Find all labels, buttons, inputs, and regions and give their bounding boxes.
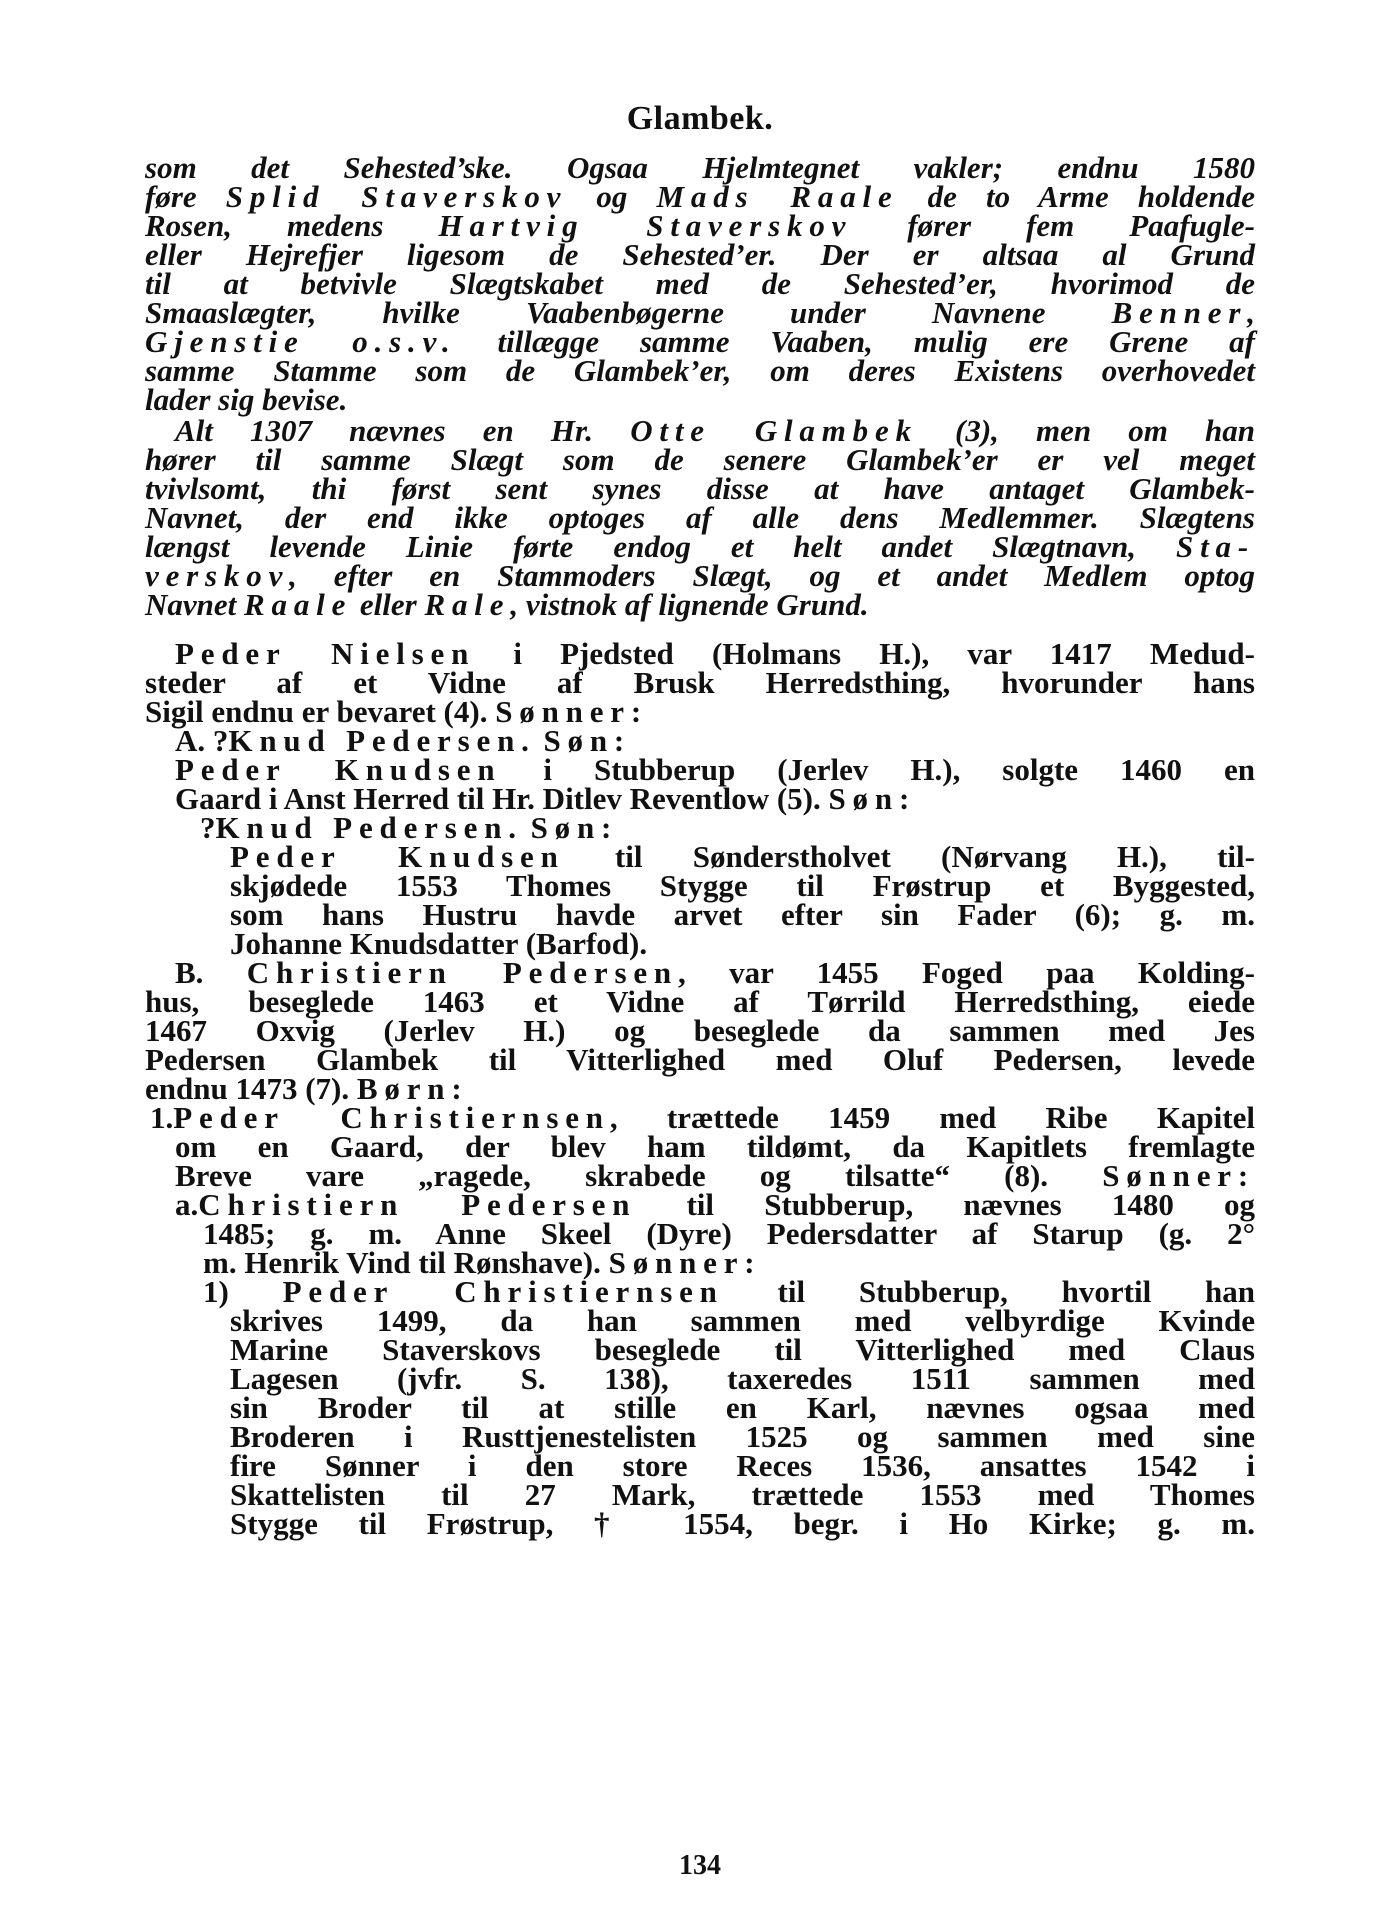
text-line: Peder Nielsen i Pjedsted (Holmans H.), var 1417 Medud- — [175, 636, 1255, 671]
text-line: Lagesen (jvfr. S. 138), taxeredes 1511 sammen med — [230, 1361, 1255, 1396]
spaced-name: Børn: — [356, 1071, 469, 1106]
text-line: Pedersen Glambek til Vitterlighed med Oluf Pedersen, levede — [145, 1042, 1255, 1077]
text-line: eller Hejrefjer ligesom de Sehested’er. Der er altsaa al Grund — [145, 237, 1255, 272]
spaced-name: Sta- — [1176, 529, 1255, 564]
spaced-name: verskov — [145, 558, 290, 593]
text-line: Sigil endnu er bevaret (4). Sønner: — [145, 694, 649, 729]
spaced-name: Søn: — [543, 723, 632, 758]
text-line: Gjenstie o.s.v. tillægge samme Vaaben, mulig ere Grene af — [145, 324, 1255, 359]
text-line: Broderen i Rusttjenestelisten 1525 og sammen med sine — [230, 1419, 1255, 1454]
spaced-name: Gjenstie o.s.v. — [145, 324, 457, 359]
spaced-name: Sønner: — [608, 1245, 762, 1280]
text-line: skjødede 1553 Thomes Stygge til Frøstrup et Byggested, — [230, 868, 1255, 903]
text-line: Smaaslægter, hvilke Vaabenbøgerne under Navnene Benner, — [145, 295, 1255, 330]
text-line: skrives 1499, da han sammen med velbyrdige Kvinde — [230, 1303, 1255, 1338]
text-line: Rosen, medens Hartvig Staverskov fører fem Paafugle- — [145, 208, 1255, 243]
spaced-name: Søn: — [530, 810, 619, 845]
text-line: Navnet Raale eller Rale, vistnok af lignende Grund. — [145, 587, 869, 622]
spaced-name: Søn: — [828, 781, 917, 816]
text-line: endnu 1473 (7). Børn: — [145, 1071, 469, 1106]
spaced-name: Peder Knudsen — [175, 752, 502, 787]
text-line: hus, beseglede 1463 et Vidne af Tørrild Herredsthing, eiede — [145, 984, 1255, 1019]
spaced-name: Christiern Pedersen — [198, 1187, 637, 1222]
spaced-name: Peder Christiernsen — [173, 1100, 610, 1135]
text-line: Marine Staverskovs beseglede til Vitterlighed med Claus — [230, 1332, 1255, 1367]
spaced-name: Rale — [424, 587, 511, 622]
text-line: 1485; g. m. Anne Skeel (Dyre) Pedersdatter af Starup (g. 2° — [203, 1216, 1255, 1251]
spaced-name: Peder Knudsen — [230, 839, 565, 874]
spaced-name: Knud Pedersen. — [215, 810, 523, 845]
text-line: Johanne Knudsdatter (Barfod). — [230, 926, 648, 961]
spaced-name: Christiern Pedersen — [246, 955, 678, 990]
text-line: fire Sønner i den store Reces 1536, ansattes 1542 i — [230, 1448, 1255, 1483]
spaced-name: Hartvig Staverskov — [438, 208, 853, 243]
text-line: længst levende Linie førte endog et helt andet Slægtnavn, Sta- — [145, 529, 1255, 564]
text-line: om en Gaard, der blev ham tildømt, da Kapitlets fremlagte — [175, 1129, 1255, 1164]
text-line: ?Knud Pedersen. Søn: — [200, 810, 619, 845]
spaced-name: Peder Nielsen — [175, 636, 476, 671]
text-line: som det Sehested’ske. Ogsaa Hjelmtegnet vakler; endnu 1580 — [145, 150, 1255, 185]
text-line: 1) Peder Christiernsen til Stubberup, hvortil han — [203, 1274, 1255, 1309]
text-line: Gaard i Anst Herred til Hr. Ditlev Reventlow (5). Søn: — [175, 781, 917, 816]
text-line: Breve vare „ragede, skrabede og tilsatte“ (8). Sønner: — [175, 1158, 1255, 1193]
text-line: Skattelisten til 27 Mark, trættede 1553 med Thomes — [230, 1477, 1255, 1512]
text-line: sin Broder til at stille en Karl, nævnes ogsaa med — [230, 1390, 1255, 1425]
spaced-name: Raale — [244, 587, 353, 622]
text-line: A. ?Knud Pedersen. Søn: — [175, 723, 632, 758]
text-line: hører til samme Slægt som de senere Glambek’er er vel meget — [145, 442, 1255, 477]
text-line: tvivlsomt, thi først sent synes disse at have antaget Glambek- — [145, 471, 1255, 506]
text-line: føre Splid Staverskov og Mads Raale de to Arme holdende — [145, 179, 1256, 214]
text-line: m. Henrik Vind til Rønshave). Sønner: — [203, 1245, 762, 1280]
text-line: verskov, efter en Stammoders Slægt, og et andet Medlem optog — [145, 558, 1255, 593]
spaced-name: Mads Raale — [656, 179, 899, 214]
text-line: a.Christiern Pedersen til Stubberup, nævnes 1480 og — [175, 1187, 1255, 1222]
text-line: lader sig bevise. — [145, 382, 348, 417]
spaced-name: Splid Staverskov — [225, 179, 568, 214]
spaced-name: Knud Pedersen. — [228, 723, 536, 758]
text-line: samme Stamme som de Glambek’er, om deres Existens overhovedet — [145, 353, 1255, 388]
text-line: 1.Peder Christiernsen, trættede 1459 med Ribe Kapitel — [150, 1100, 1255, 1135]
text-line: som hans Hustru havde arvet efter sin Fader (6); g. m. — [230, 897, 1255, 932]
text-line: Navnet, der end ikke optoges af alle dens Medlemmer. Slægtens — [145, 500, 1255, 535]
text-line: Alt 1307 nævnes en Hr. Otte Glambek (3), men om han — [175, 413, 1255, 448]
spaced-name: Sønner: — [495, 694, 649, 729]
spaced-name: Sønner: — [1102, 1158, 1255, 1193]
text-line: til at betvivle Slægtskabet med de Sehested’er, hvorimod de — [145, 266, 1255, 301]
text-line: Peder Knudsen i Stubberup (Jerlev H.), solgte 1460 en — [175, 752, 1255, 787]
spaced-name: Otte Glambek — [630, 413, 918, 448]
text-line: 1467 Oxvig (Jerlev H.) og beseglede da sammen med Jes — [145, 1013, 1255, 1048]
text-line: steder af et Vidne af Brusk Herredsthing, hvorunder hans — [145, 665, 1255, 700]
spaced-name: Benner — [1111, 295, 1248, 330]
page-number: 134 — [679, 1850, 721, 1881]
running-header: Glambek. — [626, 100, 774, 137]
text-line: Peder Knudsen til Sønderstholvet (Nørvang H.), til- — [230, 839, 1255, 874]
spaced-name: Peder Christiernsen — [282, 1274, 724, 1309]
text-line: Stygge til Frøstrup, † 1554, begr. i Ho Kirke; g. m. — [230, 1506, 1255, 1541]
text-line: B. Christiern Pedersen, var 1455 Foged paa Kolding- — [175, 955, 1255, 990]
